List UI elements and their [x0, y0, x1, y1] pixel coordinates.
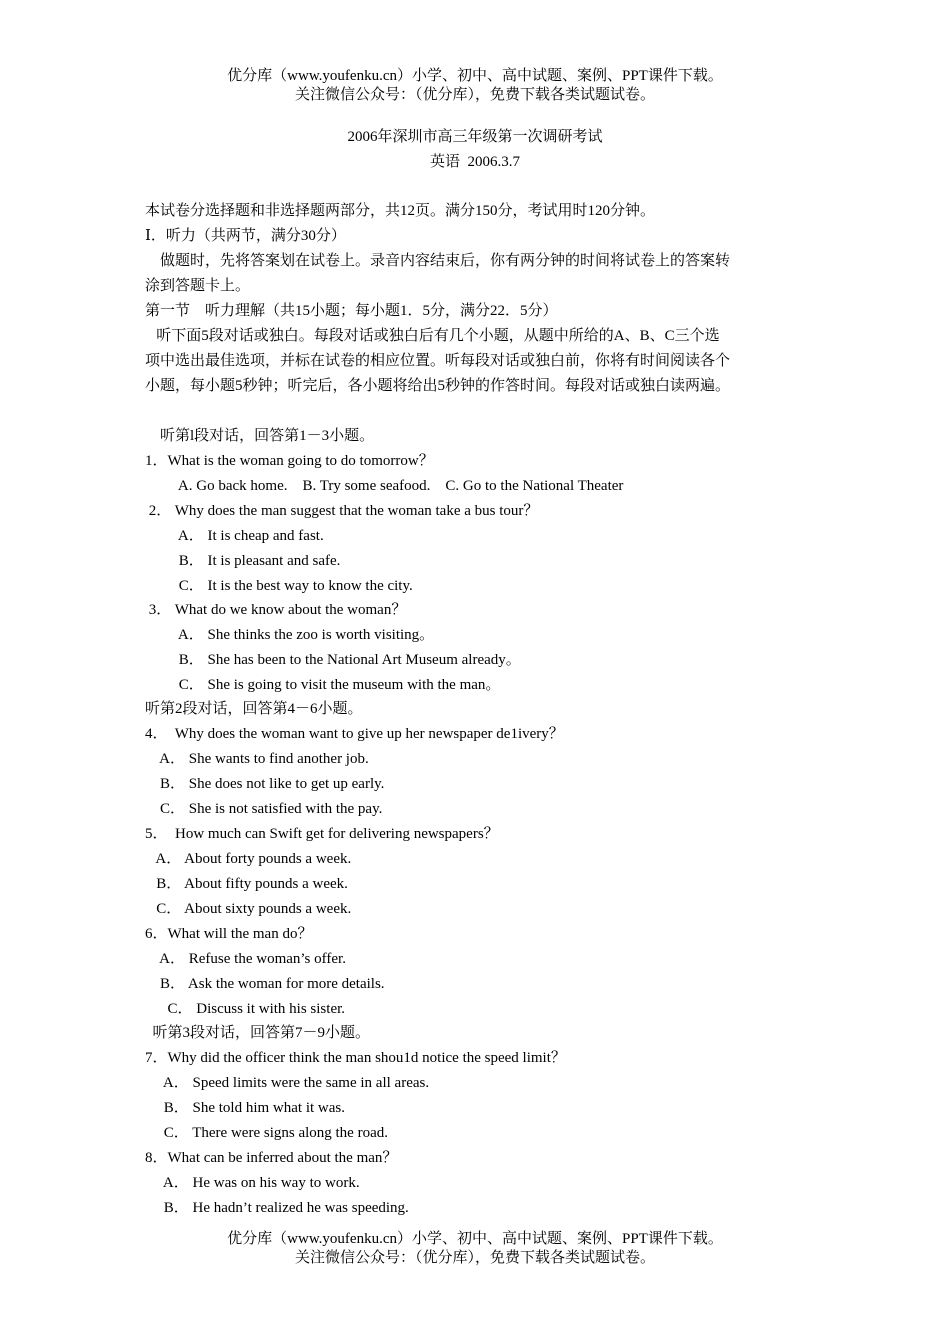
question-6-option-a: A． Refuse the woman’s offer. — [145, 951, 346, 967]
question-8-option-b: B． He hadn’t realized he was speeding. — [145, 1200, 409, 1216]
question-7-option-a: A． Speed limits were the same in all areas. — [145, 1075, 430, 1091]
question-5-option-c: C． About sixty pounds a week. — [145, 901, 352, 917]
exam-title-sub: 英语 2006.3.7 — [429, 154, 520, 170]
question-6-option-b: B． Ask the woman for more details. — [145, 976, 385, 992]
intro-line: 本试卷分选择题和非选择题两部分，共12页。满分150分，考试用时120分钟。 — [145, 203, 656, 219]
question-5: 5． How much can Swift get for delivering newspapers？ — [145, 826, 499, 842]
question-4: 4． Why does the woman want to give up her newspaper de1ivery？ — [145, 726, 564, 742]
question-3-option-a: A． She thinks the zoo is worth visiting。 — [145, 627, 435, 643]
dialogue-instruction: 听第l段对话，回答第1－3小题。 — [145, 428, 375, 444]
question-1: 1．What is the woman going to do tomorrow？ — [145, 453, 434, 469]
part-heading: Ⅰ．听力（共两节，满分30分） — [145, 228, 346, 244]
question-6: 6．What will the man do？ — [145, 926, 313, 942]
question-7-option-b: B． She told him what it was. — [145, 1100, 345, 1116]
footer-line-2: 关注微信公众号：（优分库），免费下载各类试题试卷。 — [294, 1250, 655, 1266]
dialogue-instruction: 听第3段对话，回答第7－9小题。 — [145, 1025, 371, 1041]
question-3: 3． What do we know about the woman？ — [145, 602, 407, 618]
section-description: 小题，每小题5秒钟；听完后，各小题将给出5秒钟的作答时间。每段对话或独白读两遍。 — [145, 378, 731, 394]
header-line-2: 关注微信公众号：（优分库），免费下载各类试题试卷。 — [294, 87, 655, 103]
question-2-option-a: A． It is cheap and fast. — [145, 528, 324, 544]
part-description: 做题时，先将答案划在试卷上。录音内容结束后，你有两分钟的时间将试卷上的答案转 — [145, 253, 731, 269]
question-4-option-b: B． She does not like to get up early. — [145, 776, 385, 792]
header-line-1: 优分库（www.youfenku.cn）小学、初中、高中试题、案例、PPT课件下载。 — [227, 68, 723, 84]
section-description: 项中选出最佳选项，并标在试卷的相应位置。听每段对话或独白前，你将有时间阅读各个 — [145, 353, 731, 369]
exam-title-main: 2006年深圳市高三年级第一次调研考试 — [347, 129, 603, 145]
section-heading: 第一节 听力理解（共15小题；每小题1．5分，满分22．5分） — [145, 303, 558, 319]
question-4-option-c: C． She is not satisfied with the pay. — [145, 801, 383, 817]
question-3-option-c: C． She is going to visit the museum with the man。 — [145, 677, 501, 693]
question-5-option-b: B． About fifty pounds a week. — [145, 876, 348, 892]
dialogue-instruction: 听第2段对话，回答第4－6小题。 — [145, 701, 363, 717]
footer-line-1: 优分库（www.youfenku.cn）小学、初中、高中试题、案例、PPT课件下载。 — [227, 1231, 723, 1247]
question-2-option-c: C． It is the best way to know the city. — [145, 578, 413, 594]
question-3-option-b: B． She has been to the National Art Museum already。 — [145, 652, 521, 668]
question-6-option-c: C． Discuss it with his sister. — [145, 1001, 346, 1017]
question-1-options: A. Go back home. B. Try some seafood. C. Go to the National Theater — [145, 478, 624, 494]
section-description: 听下面5段对话或独白。每段对话或独白后有几个小题，从题中所给的A、B、C三个选 — [145, 328, 720, 344]
question-2-option-b: B． It is pleasant and safe. — [145, 553, 341, 569]
question-7-option-c: C． There were signs along the road. — [145, 1125, 388, 1141]
question-4-option-a: A． She wants to find another job. — [145, 751, 369, 767]
question-7: 7．Why did the officer think the man shou1d notice the speed limit？ — [145, 1050, 566, 1066]
question-2: 2． Why does the man suggest that the woman take a bus tour？ — [145, 503, 539, 519]
question-8: 8．What can be inferred about the man？ — [145, 1150, 398, 1166]
part-description: 涂到答题卡上。 — [145, 278, 251, 294]
question-5-option-a: A． About forty pounds a week. — [145, 851, 352, 867]
question-8-option-a: A． He was on his way to work. — [145, 1175, 360, 1191]
